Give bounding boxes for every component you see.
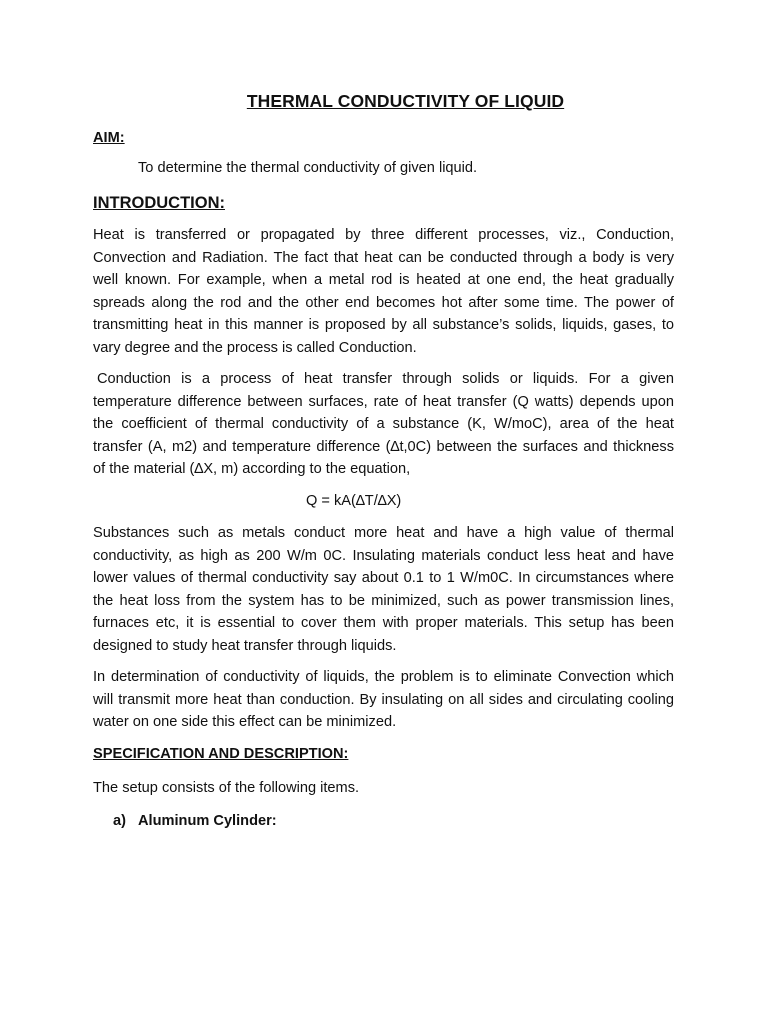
substances-paragraph: Substances such as metals conduct more heat and have a high value of thermal conductivity, as high as 200 W/m 0C. Insulating materials conduct less heat and have lower values of thermal conductivity say about 0.1 to 1 W/m0C. In circumstances where the heat loss from the system has to be minimized, such as power transmission lines, furnaces etc, it is essential to cover them with proper materials. This setup has been designed to study heat transfer through liquids.: [93, 525, 674, 654]
aim-heading: AIM:: [93, 129, 125, 146]
setup-intro-text: The setup consists of the following items.: [93, 780, 360, 796]
conduction-paragraph: Conduction is a process of heat transfer through solids or liquids. For a given temperature difference between surfaces, rate of heat transfer (Q watts) depends upon the coefficient of thermal conductivity of a substance (K, W/moC), area of the heat transfer (A, m2) and temperature difference (∆t,0C) between the surfaces and thickness of the material (∆X, m) according to the equation,: [93, 371, 674, 477]
heat-transfer-equation: Q = kA(∆T/∆X): [306, 492, 402, 509]
list-item-marker: a): [113, 812, 126, 829]
introduction-paragraph: Heat is transferred or propagated by three different processes, viz., Conduction, Convection and Radiation. The fact that heat can be conducted through a body is very well known. For example, when a metal rod is heated at one end, the heat gradually spreads along the rod and the other end becomes hot after some time. The power of transmitting heat in this manner is proposed by all substance’s solids, liquids, gases, to vary degree and the process is called Conduction.: [93, 227, 674, 356]
specification-heading: SPECIFICATION AND DESCRIPTION:: [93, 745, 349, 762]
introduction-heading: INTRODUCTION:: [93, 193, 225, 212]
document-title: THERMAL CONDUCTIVITY OF LIQUID: [246, 91, 565, 111]
list-item-label: Aluminum Cylinder:: [138, 812, 277, 829]
convection-paragraph: In determination of conductivity of liquids, the problem is to eliminate Convection which will transmit more heat than conduction. By insulating on all sides and circulating cooling water on one side this effect can be minimized.: [93, 669, 674, 730]
aim-text: To determine the thermal conductivity of given liquid.: [138, 160, 478, 176]
list-item: [113, 810, 674, 833]
document-body: [93, 90, 674, 832]
